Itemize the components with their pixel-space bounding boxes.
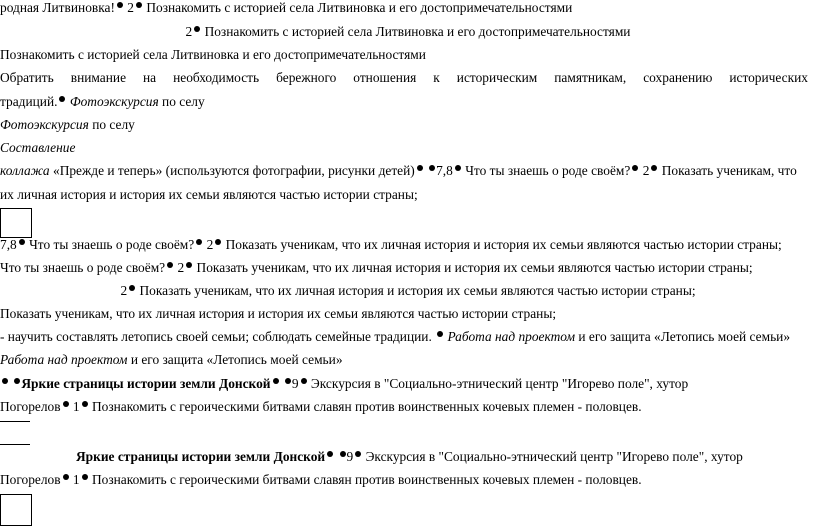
text-run: Познакомить с героическими битвами славян против воинственных кочевых племен - половцев.	[91, 399, 642, 414]
bullet-icon	[196, 239, 202, 245]
bullet-icon	[215, 239, 221, 245]
bullet-icon	[301, 378, 307, 384]
text-run: Показать ученикам, что их личная история и история их семьи являются частью истории страны;	[225, 237, 782, 252]
bullet-icon	[417, 165, 423, 171]
text-line-18	[76, 449, 743, 465]
text-line-2	[0, 24, 816, 40]
text-line-12	[0, 283, 816, 299]
text-line-17	[0, 399, 642, 415]
text-run: - научить составлять летопись своей семьи; соблюдать семейные традиции.	[0, 329, 432, 344]
text-run: Что ты знаешь о роде своём?	[465, 163, 631, 178]
text-run: традиций.	[0, 94, 58, 109]
bullet-icon	[117, 2, 123, 8]
text-line-1	[0, 0, 572, 16]
bullet-icon	[194, 26, 200, 32]
text-run: 7,8	[0, 237, 17, 252]
text-run: «Прежде и теперь» (используются фотографии, рисунки детей)	[53, 163, 415, 178]
bullet-icon	[437, 331, 443, 337]
bullet-icon	[285, 378, 291, 384]
text-run: Показать ученикам, что их личная история и история их семьи являются частью истории страны;	[139, 283, 696, 298]
text-run: Показать ученикам, что	[661, 163, 797, 178]
text-line-7	[0, 140, 75, 156]
text-line-13: Показать ученикам, что их личная история и история их семьи являются частью истории страны;	[0, 306, 557, 321]
text-run: Погорелов	[0, 472, 61, 487]
bullet-icon	[455, 165, 461, 171]
text-line-4: Обратить внимание на необходимость бережного отношения к историческим памятникам, сохранению исторических	[0, 70, 808, 85]
divider	[0, 444, 30, 445]
text-line-16	[0, 376, 688, 392]
bullet-icon	[136, 2, 142, 8]
text-run-italic: Фотоэкскурсия	[69, 94, 159, 109]
bullet-icon	[63, 401, 69, 407]
text-run: Познакомить с историей села Литвиновка и его достопримечательностями	[204, 24, 631, 39]
text-run: 1	[72, 399, 80, 414]
bullet-icon	[273, 378, 279, 384]
text-line-19	[0, 472, 642, 488]
text-run: 9	[291, 376, 299, 391]
text-run-bold: Яркие страницы истории земли Донской	[76, 449, 326, 464]
bullet-icon	[129, 285, 135, 291]
text-run: 7,8	[436, 163, 453, 178]
bullet-icon	[14, 378, 20, 384]
text-run: 9	[346, 449, 354, 464]
text-run: родная Литвиновка!	[0, 0, 115, 15]
text-run: Экскурсия в "Социально-этнический центр "Игорево поле", хутор	[310, 376, 689, 391]
text-run: Экскурсия в "Социально-этнический центр "Игорево поле", хутор	[365, 449, 743, 464]
text-run: 2	[127, 0, 134, 15]
text-line-11	[0, 260, 753, 276]
text-run: 2	[642, 163, 650, 178]
text-line-15	[0, 352, 343, 368]
bullet-icon	[63, 474, 69, 480]
text-line-10	[0, 237, 782, 253]
text-line-5	[0, 94, 205, 110]
empty-box	[0, 494, 32, 526]
empty-box	[0, 208, 32, 238]
text-run-italic: Фотоэкскурсия	[0, 117, 89, 132]
bullet-icon	[632, 165, 638, 171]
bullet-icon	[59, 96, 65, 102]
text-line-6	[0, 117, 135, 133]
text-run: Что ты знаешь о роде своём?	[0, 260, 166, 275]
text-run: Что ты знаешь о роде своём?	[29, 237, 195, 252]
bullet-icon	[429, 165, 435, 171]
bullet-icon	[167, 262, 173, 268]
bullet-icon	[340, 451, 346, 457]
text-line-9: их личная история и история их семьи являются частью истории страны;	[0, 187, 418, 202]
text-line-14	[0, 329, 790, 345]
bullet-icon	[82, 401, 88, 407]
text-run: Познакомить с историей села Литвиновка и его достопримечательностями	[146, 0, 573, 15]
text-line-3: Познакомить с историей села Литвиновка и его достопримечательностями	[0, 47, 426, 62]
text-run-italic: коллажа	[0, 163, 50, 178]
text-line-8	[0, 163, 797, 179]
text-run: 2	[206, 237, 214, 252]
text-run-bold: Яркие страницы истории земли Донской	[21, 376, 271, 391]
text-run: 1	[72, 472, 80, 487]
bullet-icon	[327, 451, 333, 457]
bullet-icon	[186, 262, 192, 268]
divider	[0, 421, 30, 422]
text-run: Погорелов	[0, 399, 61, 414]
text-run: по селу	[162, 94, 205, 109]
bullet-icon	[2, 378, 8, 384]
bullet-icon	[19, 239, 25, 245]
text-run: 2	[120, 283, 128, 298]
bullet-icon	[651, 165, 657, 171]
bullet-icon	[82, 474, 88, 480]
text-run-italic: Работа над проектом	[447, 329, 575, 344]
text-run: Познакомить с героическими битвами славян против воинственных кочевых племен - половцев.	[91, 472, 642, 487]
text-run: и его защита «Летопись моей семьи»	[130, 352, 343, 367]
text-run: 2	[185, 24, 193, 39]
bullet-icon	[355, 451, 361, 457]
text-run-italic: Составление	[0, 140, 76, 155]
text-run: 2	[177, 260, 185, 275]
text-run: и его защита «Летопись моей семьи»	[578, 329, 791, 344]
text-run: по селу	[92, 117, 135, 132]
text-run: Показать ученикам, что их личная история и история их семьи являются частью истории страны;	[196, 260, 753, 275]
text-run-italic: Работа над проектом	[0, 352, 128, 367]
